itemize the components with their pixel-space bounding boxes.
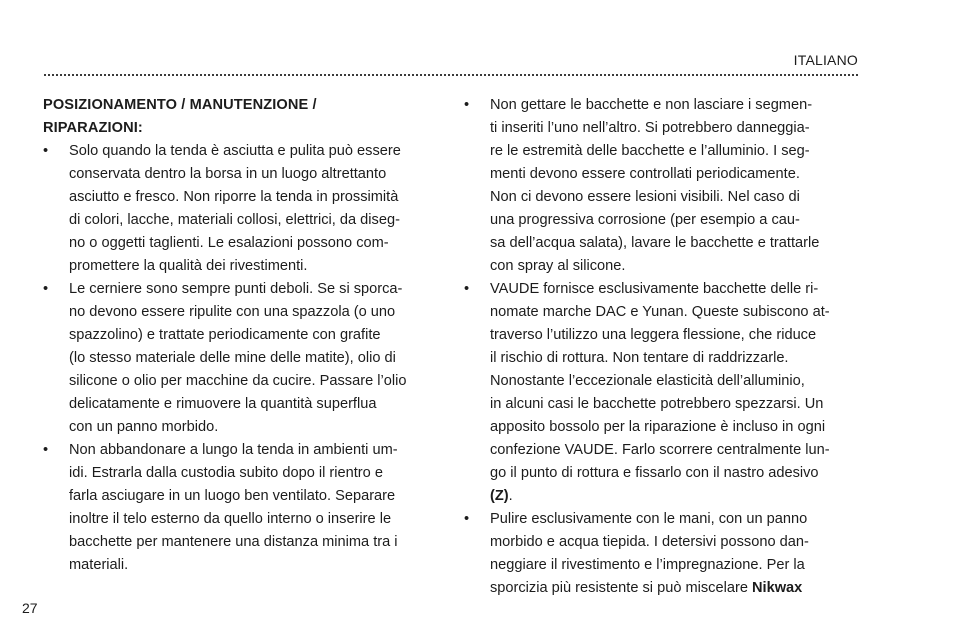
text-line: nomate marche DAC e Yunan. Queste subiscono at- (490, 304, 830, 320)
text-line: con spray al silicone. (490, 258, 626, 274)
section-heading (43, 94, 438, 140)
text-line: Nonostante l’eccezionale elasticità dell’alluminio, (490, 373, 805, 389)
left-bullet-list (43, 140, 438, 577)
text-line: il rischio di rottura. Non tentare di raddrizzarle. (490, 350, 789, 366)
text-line: neggiare il rivestimento e l’impregnazione. Per la (490, 557, 805, 573)
heading-line: RIPARAZIONI: (43, 120, 143, 136)
text-line: di colori, lacche, materiali collosi, elettrici, da diseg- (69, 212, 400, 228)
text-line: asciutto e fresco. Non riporre la tenda in prossimità (69, 189, 399, 205)
text-line: no o oggetti taglienti. Le esalazioni possono com- (69, 235, 389, 251)
right-bullet-list (464, 94, 862, 600)
text-line: ti inseriti l’uno nell’altro. Si potrebbero danneggia- (490, 120, 810, 136)
text-line: delicatamente e rimuovere la quantità superflua (69, 396, 377, 412)
text-line: bacchette per mantenere una distanza minima tra i (69, 534, 398, 550)
list-item (43, 439, 438, 577)
text-line (490, 485, 862, 508)
text-line: • Pulire esclusivamente con le mani, con un panno (490, 511, 808, 527)
text-line: sa dell’acqua salata), lavare le bacchette e trattarle (490, 235, 820, 251)
text-line: no devono essere ripulite con una spazzola (o uno (69, 304, 396, 320)
text-line: idi. Estrarla dalla custodia subito dopo il rientro e (69, 465, 383, 481)
list-item (43, 140, 438, 278)
text-line: promettere la qualità dei rivestimenti. (69, 258, 308, 274)
text-line: materiali. (69, 557, 129, 573)
page-number: 27 (22, 600, 38, 616)
list-item (464, 278, 862, 508)
text-line: una progressiva corrosione (per esempio a cau- (490, 212, 800, 228)
text-line: Non ci devono essere lesioni visibili. Nel caso di (490, 189, 800, 205)
text-line: apposito bossolo per la riparazione è incluso in ogni (490, 419, 826, 435)
language-label: ITALIANO (793, 52, 858, 68)
text-line: spazzolino) e trattate periodicamente con grafite (69, 327, 381, 343)
bold-brand: Nikwax (752, 580, 803, 596)
text-line: menti devono essere controllati periodicamente. (490, 166, 800, 182)
text-line: farla asciugare in un luogo ben ventilato. Separare (69, 488, 396, 504)
text-fragment: . (508, 488, 513, 504)
list-item (464, 508, 862, 600)
text-line: • Non abbandonare a lungo la tenda in ambienti um- (69, 442, 398, 458)
bold-reference: (Z) (490, 488, 509, 504)
text-line: in alcuni casi le bacchette potrebbero spezzarsi. Un (490, 396, 824, 412)
text-line: • Solo quando la tenda è asciutta e pulita può essere (69, 143, 401, 159)
text-line: • Non gettare le bacchette e non lasciare i segmen- (490, 97, 813, 113)
heading-line: POSIZIONAMENTO / MANUTENZIONE / (43, 97, 317, 113)
dotted-divider (44, 74, 858, 76)
text-line: (lo stesso materiale delle mine delle matite), olio di (69, 350, 396, 366)
text-line: go il punto di rottura e fissarlo con il nastro adesivo (490, 465, 819, 481)
text-line: morbido e acqua tiepida. I detersivi possono dan- (490, 534, 809, 550)
left-column (43, 94, 438, 577)
list-item (464, 94, 862, 278)
text-line: inoltre il telo esterno da quello interno o inserire le (69, 511, 392, 527)
text-line: • VAUDE fornisce esclusivamente bacchette delle ri- (490, 281, 819, 297)
right-column (464, 94, 862, 600)
text-line: confezione VAUDE. Farlo scorrere centralmente lun- (490, 442, 830, 458)
text-line: • Le cerniere sono sempre punti deboli. Se si sporca- (69, 281, 403, 297)
text-line (490, 577, 862, 600)
text-line: traverso l’utilizzo una leggera flessione, che riduce (490, 327, 817, 343)
text-fragment: sporcizia più resistente si può miscelare (490, 580, 752, 596)
text-line: re le estremità delle bacchette e l’alluminio. I seg- (490, 143, 810, 159)
text-line: silicone o olio per macchine da cucire. Passare l’olio (69, 373, 407, 389)
text-line: conservata dentro la borsa in un luogo altrettanto (69, 166, 387, 182)
list-item (43, 278, 438, 439)
text-line: con un panno morbido. (69, 419, 219, 435)
